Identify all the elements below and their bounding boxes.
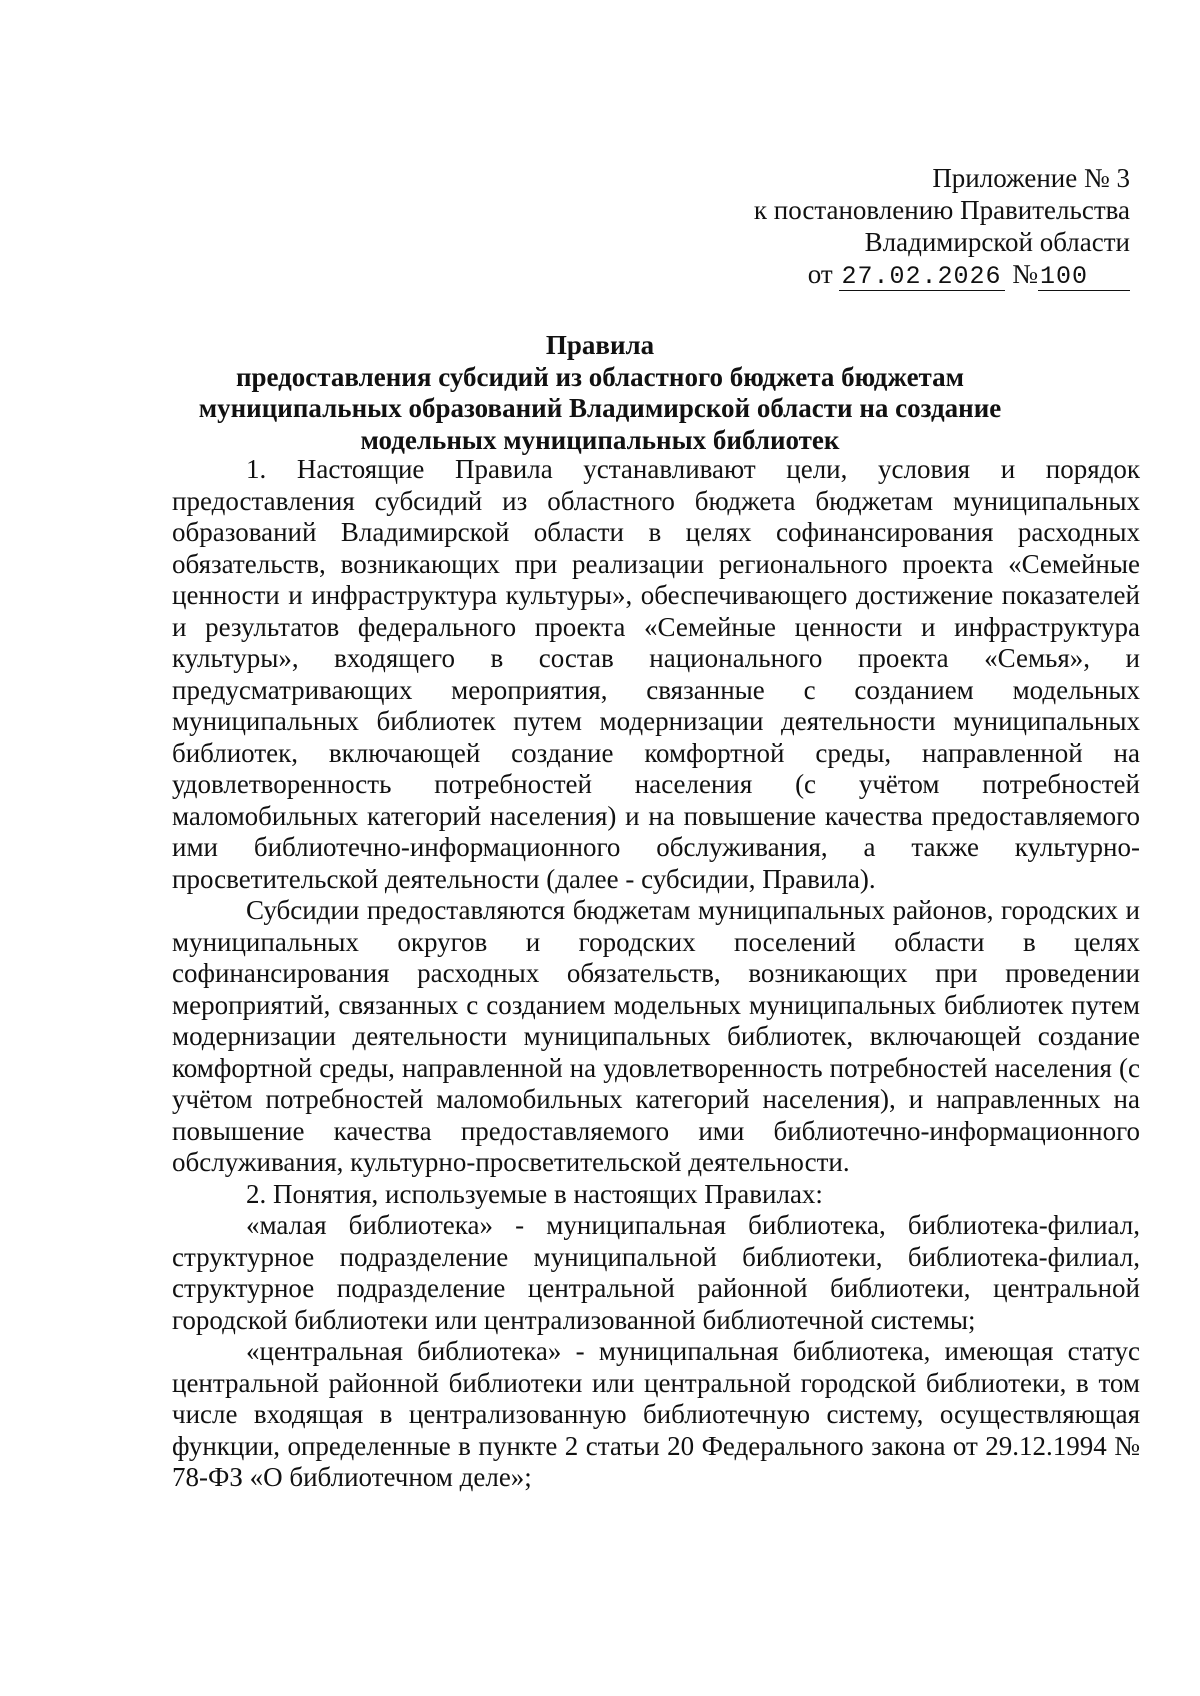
title-line-3: модельных муниципальных библиотек	[360, 424, 840, 455]
resolution-number: 100	[1038, 264, 1130, 291]
number-prefix: №	[1012, 259, 1038, 289]
appendix-region: Владимирской области	[864, 227, 1130, 257]
document-body	[172, 454, 1140, 1494]
appendix-date-line	[620, 258, 1130, 291]
paragraph-5: «центральная библиотека» - муниципальная библиотека, имеющая статус центральной районной библиотеки или центральной городской библиотеки, в том числе входящая в централизованную библиотечную систему, осуществляющая функции, определенные в пункте 2 статьи 20 Федерального закона от 29.12.1994 № 78-ФЗ «О библиотечном деле»;	[172, 1336, 1140, 1492]
date-prefix: от	[807, 259, 833, 289]
title-line-2: муниципальных образований Владимирской области на создание	[198, 393, 1002, 423]
title-heading: Правила	[545, 330, 655, 360]
appendix-number: Приложение № 3	[932, 163, 1130, 193]
resolution-date: 27.02.2026	[839, 264, 1005, 291]
appendix-resolution: к постановлению Правительства	[753, 195, 1130, 225]
paragraph-2: Субсидии предоставляются бюджетам муниципальных районов, городских и муниципальных округов и городских поселений области в целях софинансирования расходных обязательств, возникающих при проведении мероприятий, связанных с созданием модельных муниципальных библиотек путем модернизации деятельности муниципальных библиотек, включающей создание комфортной среды, направленной на удовлетворенность потребностей населения (с учётом потребностей маломобильных категорий населения), и направленных на повышение качества предоставляемого ими библиотечно-информационного обслуживания, культурно-просветительской деятельности.	[172, 895, 1140, 1177]
appendix-header	[620, 162, 1130, 291]
title-line-1: предоставления субсидий из областного бюджета бюджетам	[235, 361, 965, 392]
document-title	[160, 330, 1040, 456]
paragraph-3: 2. Понятия, используемые в настоящих Правилах:	[246, 1178, 823, 1209]
paragraph-4: «малая библиотека» - муниципальная библиотека, библиотека-филиал, структурное подразделение муниципальной библиотеки, библиотека-филиал, структурное подразделение центральной районной библиотеки, центральной городской библиотеки или централизованной библиотечной системы;	[172, 1210, 1140, 1335]
paragraph-1: 1. Настоящие Правила устанавливают цели, условия и порядок предоставления субсидий из областного бюджета бюджетам муниципальных образований Владимирской области в целях софинансирования расходных обязательств, возникающих при реализации регионального проекта «Семейные ценности и инфраструктура культуры», обеспечивающего достижение показателей и результатов федерального проекта «Семейные ценности и инфраструктура культуры», входящего в состав национального проекта «Семья», и предусматривающих мероприятия, связанные с созданием модельных муниципальных библиотек путем модернизации деятельности муниципальных библиотек, включающей создание комфортной среды, направленной на удовлетворенность потребностей населения (с учётом потребностей маломобильных категорий населения) и на повышение качества предоставляемого ими библиотечно-информационного обслуживания, а также культурно-просветительской деятельности (далее - субсидии, Правила).	[172, 454, 1140, 894]
